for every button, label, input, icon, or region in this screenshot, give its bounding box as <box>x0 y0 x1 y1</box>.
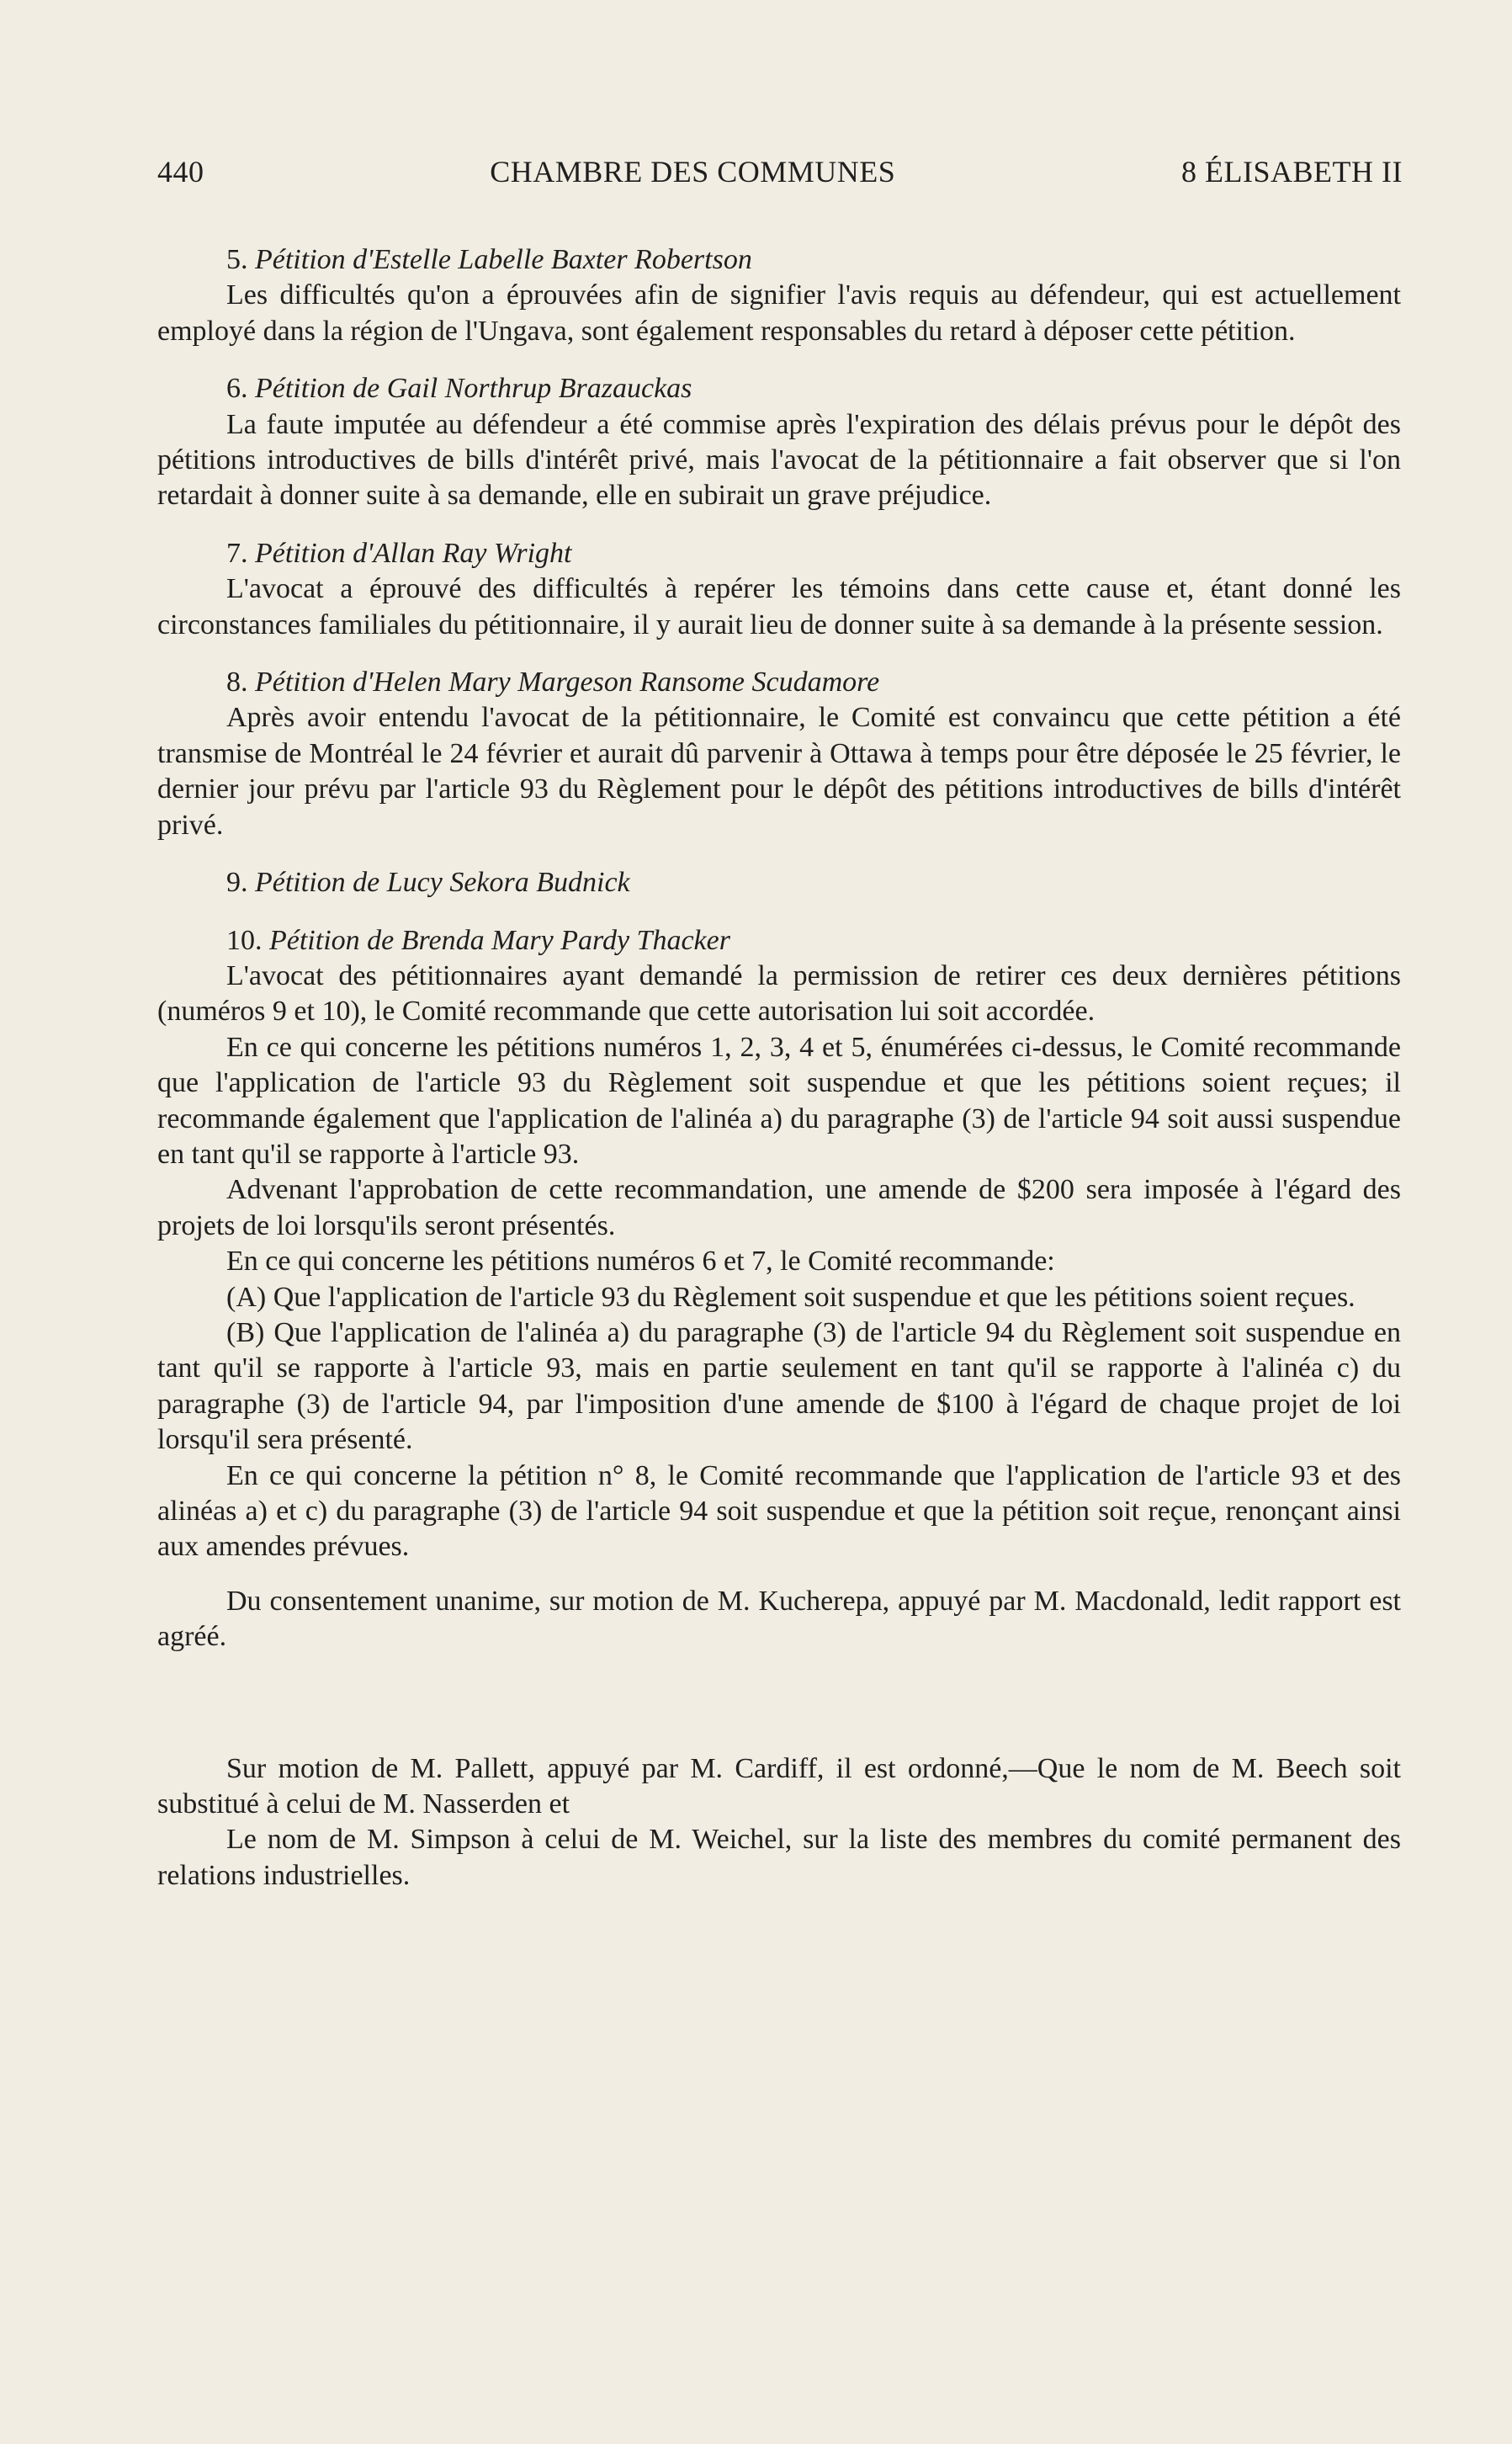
petitions-1-5-paragraph: En ce qui concerne les pétitions numéros 1, 2, 3, 4 et 5, énumérées ci-dessus, le Comité recommande que l'application de l'article 93 du Règlement soit suspendue et que les pétitions soient reçues; il recommande également que l'application de l'alinéa a) du paragraphe (3) de l'article 94 soit aussi suspendue en tant qu'il se rapporte à l'article 93. <box>157 1031 1401 1170</box>
petition-8-title: Pétition d'Helen Mary Margeson Ransome Scudamore <box>255 667 880 699</box>
petition-10-number: 10. <box>226 924 263 956</box>
petition-6-title: Pétition de Gail Northrup Brazauckas <box>255 373 692 405</box>
running-header <box>157 154 1403 189</box>
petition-7-number: 7. <box>226 537 248 569</box>
petition-5-title: Pétition d'Estelle Labelle Baxter Robertson <box>255 244 752 275</box>
header-title: CHAMBRE DES COMMUNES <box>490 155 896 189</box>
petition-10-heading <box>157 923 1401 959</box>
recommendation-b: (B) Que l'application de l'alinéa a) du paragraphe (3) de l'article 94 du Règlement soit suspendue en tant qu'il se rapporte à l'article 93, mais en partie seulement en tant qu'il se rapporte à l'alinéa c) du paragraphe (3) de l'article 94, par l'imposition d'une amende de $100 à l'égard de chaque projet de loi lorsqu'il sera présenté. <box>157 1316 1401 1456</box>
petition-5-text: Les difficultés qu'on a éprouvées afin de signifier l'avis requis au défendeur, qui est actuellement employé dans la région de l'Ungava, sont également responsables du retard à déposer cette pétition. <box>157 279 1401 347</box>
petition-6-heading <box>157 371 1401 406</box>
page-number: 440 <box>157 155 204 189</box>
recommendation-a: (A) Que l'application de l'article 93 du Règlement soit suspendue et que les pétitions soient reçues. <box>226 1281 1355 1313</box>
petition-7-text: L'avocat a éprouvé des difficultés à repérer les témoins dans cette cause et, étant donné les circonstances familiales du pétitionnaire, il y aurait lieu de donner suite à sa demande à la présente session. <box>157 573 1401 640</box>
petition-8-text: Après avoir entendu l'avocat de la pétitionnaire, le Comité est convaincu que cette pétition a été transmise de Montréal le 24 février et aurait dû parvenir à Ottawa à temps pour être déposée le 25 février, le dernier jour prévu par l'article 93 du Règlement pour le dépôt des pétitions introductives de bills d'intérêt privé. <box>157 702 1401 841</box>
fine-200-paragraph: Advenant l'approbation de cette recommandation, une amende de $200 sera imposée à l'égard des projets de loi lorsqu'ils seront présentés. <box>157 1174 1401 1241</box>
document-body <box>157 242 1401 1894</box>
header-regnal-year: 8 ÉLISABETH II <box>1181 155 1403 189</box>
petition-8-number: 8. <box>226 667 248 699</box>
petitions-6-7-intro: En ce qui concerne les pétitions numéros 6 et 7, le Comité recommande: <box>226 1246 1055 1278</box>
petition-9-heading <box>157 865 1401 901</box>
petition-8-recommendation: En ce qui concerne la pétition n° 8, le Comité recommande que l'application de l'article 93 et des alinéas a) et c) du paragraphe (3) de l'article 94 soit suspendue et que la pétition soit reçue, renonçant ainsi aux amendes prévues. <box>157 1459 1401 1563</box>
petition-7-heading <box>157 536 1401 571</box>
committee-substitution-paragraph: Le nom de M. Simpson à celui de M. Weichel, sur la liste des membres du comité permanent des relations industrielles. <box>157 1824 1401 1891</box>
petition-6-number: 6. <box>226 373 248 405</box>
petition-9-number: 9. <box>226 867 248 899</box>
petition-6-text: La faute imputée au défendeur a été commise après l'expiration des délais prévus pour le dépôt des pétitions introductives de bills d'intérêt privé, mais l'avocat de la pétitionnaire a fait observer que si l'on retardait à donner suite à sa demande, elle en subirait un grave préjudice. <box>157 408 1401 512</box>
petition-5-heading <box>157 242 1401 278</box>
motion-pallett-paragraph: Sur motion de M. Pallett, appuyé par M. Cardiff, il est ordonné,—Que le nom de M. Beech soit substitué à celui de M. Nasserden et <box>157 1752 1401 1820</box>
petition-8-heading <box>157 665 1401 700</box>
report-adopted-paragraph: Du consentement unanime, sur motion de M. Kucherepa, appuyé par M. Macdonald, ledit rapport est agréé. <box>157 1585 1401 1653</box>
withdrawal-paragraph: L'avocat des pétitionnaires ayant demandé la permission de retirer ces deux dernières pétitions (numéros 9 et 10), le Comité recommande que cette autorisation lui soit accordée. <box>157 959 1401 1028</box>
petition-7-title: Pétition d'Allan Ray Wright <box>255 537 572 569</box>
petition-5-number: 5. <box>226 244 248 275</box>
petition-10-title: Pétition de Brenda Mary Pardy Thacker <box>269 924 730 956</box>
petition-9-title: Pétition de Lucy Sekora Budnick <box>255 867 630 899</box>
